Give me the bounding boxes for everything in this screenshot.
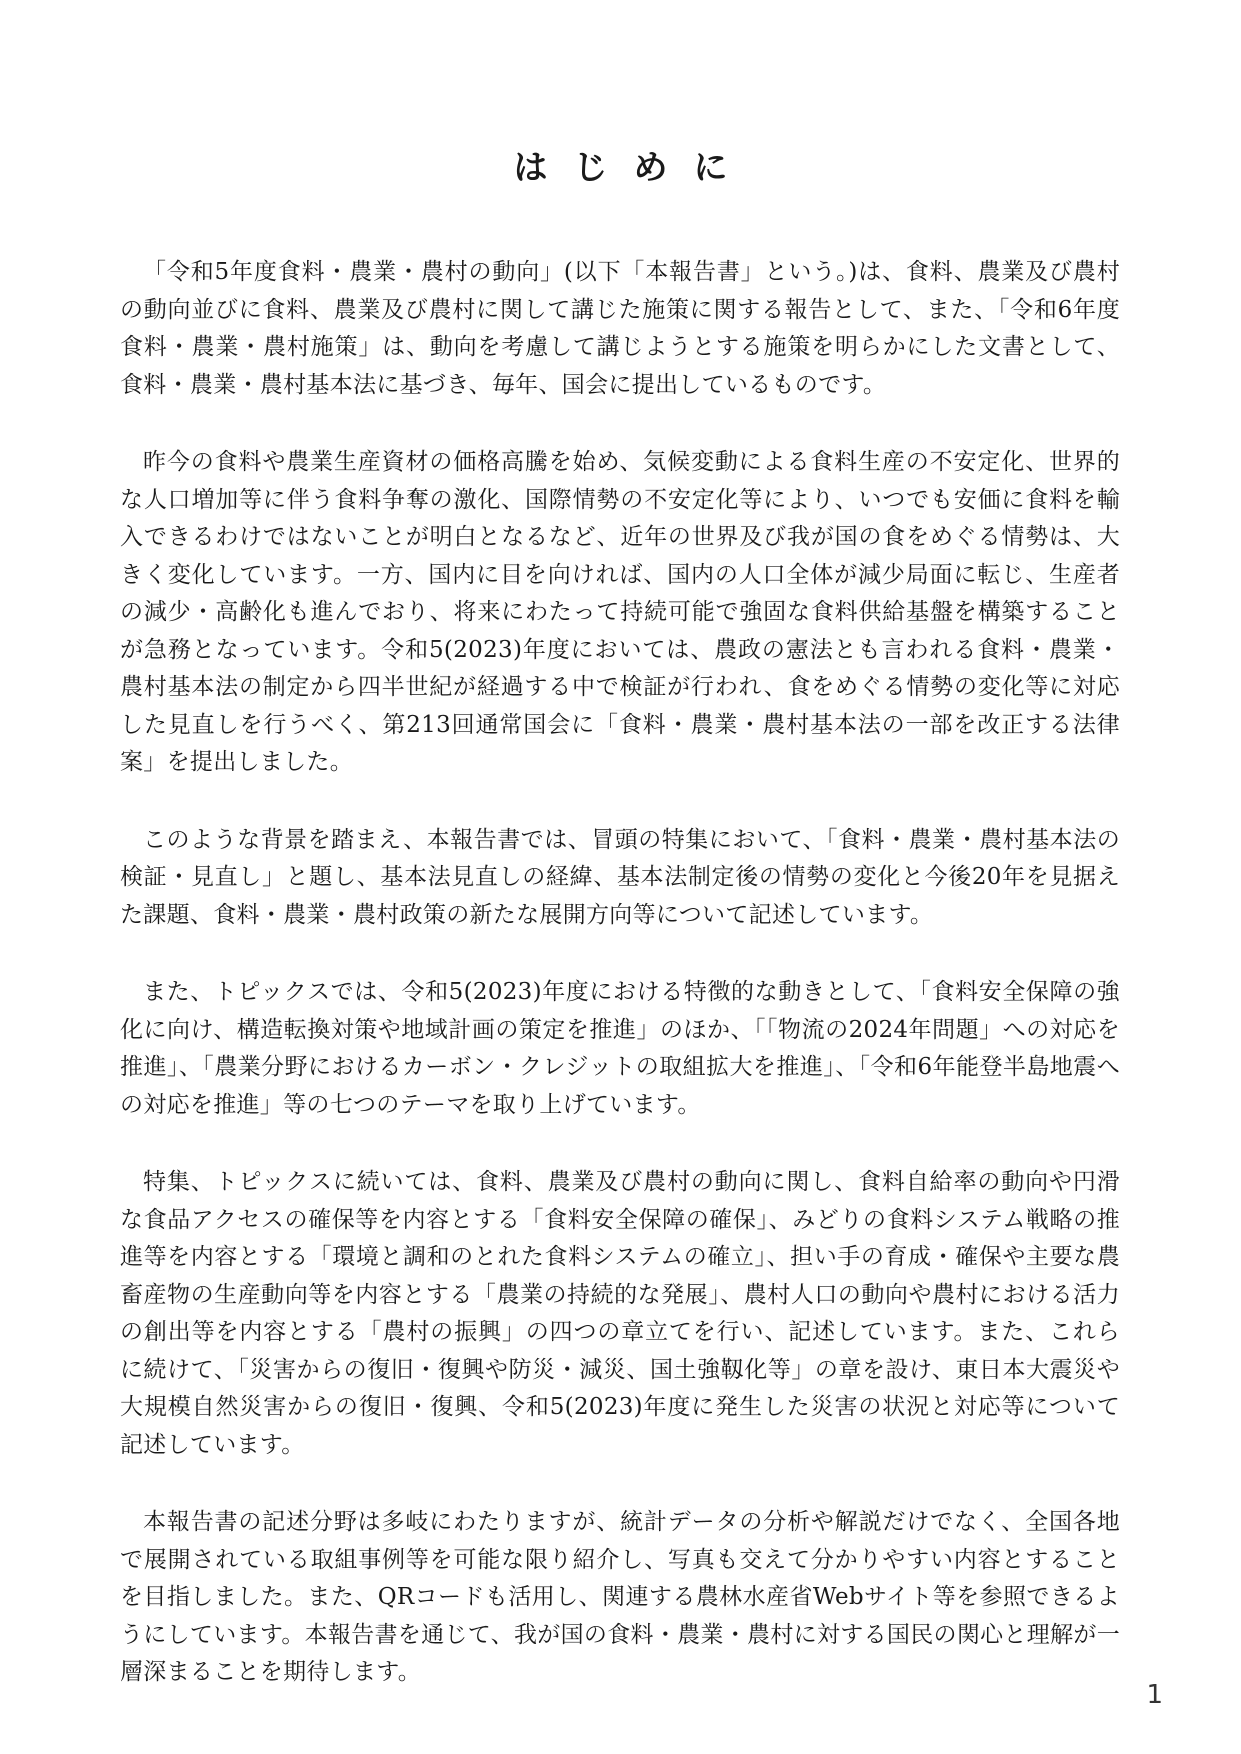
body-text: [120, 254, 1120, 1692]
page-title: はじめに: [513, 148, 754, 188]
paragraph-background: 昨今の食料や農業生産資材の価格高騰を始め、気候変動による食料生産の不安定化、世界的な人口増加等に伴う食料争奪の激化、国際情勢の不安定化等により、いつでも安価に食料を輸入できるわけではないことが明白となるなど、近年の世界及び我が国の食をめぐる情勢は、大きく変化しています。一方、国内に目を向ければ、国内の人口全体が減少局面に転じ、生産者の減少・高齢化も進んでおり、将来にわたって持続可能で強固な食料供給基盤を構築することが急務となっています。令和5(2023)年度においては、農政の憲法とも言われる食料・農業・農村基本法の制定から四半世紀が経過する中で検証が行われ、食をめぐる情勢の変化等に対応した見直しを行うべく、第213回通常国会に「食料・農業・農村基本法の一部を改正する法律案」を提出しました。: [120, 449, 1120, 775]
paragraph-closing: 本報告書の記述分野は多岐にわたりますが、統計データの分析や解説だけでなく、全国各地で展開されている取組事例等を可能な限り紹介し、写真も交えて分かりやすい内容とすることを目指しました。また、QRコードも活用し、関連する農林水産省Webサイト等を参照できるようにしています。本報告書を通じて、我が国の食料・農業・農村に対する国民の関心と理解が一層深まることを期待します。: [120, 1509, 1120, 1685]
paragraph-chapters: 特集、トピックスに続いては、食料、農業及び農村の動向に関し、食料自給率の動向や円滑な食品アクセスの確保等を内容とする「食料安全保障の確保」、みどりの食料システム戦略の推進等を内容とする「環境と調和のとれた食料システムの確立」、担い手の育成・確保や主要な農畜産物の生産動向等を内容とする「農業の持続的な発展」、農村人口の動向や農村における活力の創出等を内容とする「農村の振興」の四つの章立てを行い、記述しています。また、これらに続けて、「災害からの復旧・復興や防災・減災、国土強靱化等」の章を設け、東日本大震災や大規模自然災害からの復旧・復興、令和5(2023)年度に発生した災害の状況と対応等について記述しています。: [120, 1169, 1120, 1458]
paragraph-topics: また、トピックスでは、令和5(2023)年度における特徴的な動きとして、「食料安全保障の強化に向け、構造転換対策や地域計画の策定を推進」のほか、「「物流の2024年問題」への対応を推進」、「農業分野におけるカーボン・クレジットの取組拡大を推進」、「令和6年能登半島地震への対応を推進」等の七つのテーマを取り上げています。: [120, 979, 1120, 1118]
paragraph-special-feature: このような背景を踏まえ、本報告書では、冒頭の特集において、「食料・農業・農村基本法の検証・見直し」と題し、基本法見直しの経緯、基本法制定後の情勢の変化と今後20年を見据えた課題、食料・農業・農村政策の新たな展開方向等について記述しています。: [120, 826, 1120, 928]
paragraph-report-overview: 「令和5年度食料・農業・農村の動向」(以下「本報告書」という。)は、食料、農業及び農村の動向並びに食料、農業及び農村に関して講じた施策に関する報告として、また、「令和6年度食料・農業・農村施策」は、動向を考慮して講じようとする施策を明らかにした文書として、食料・農業・農村基本法に基づき、毎年、国会に提出しているものです。: [120, 259, 1120, 398]
page-number: 1: [1146, 1680, 1163, 1710]
